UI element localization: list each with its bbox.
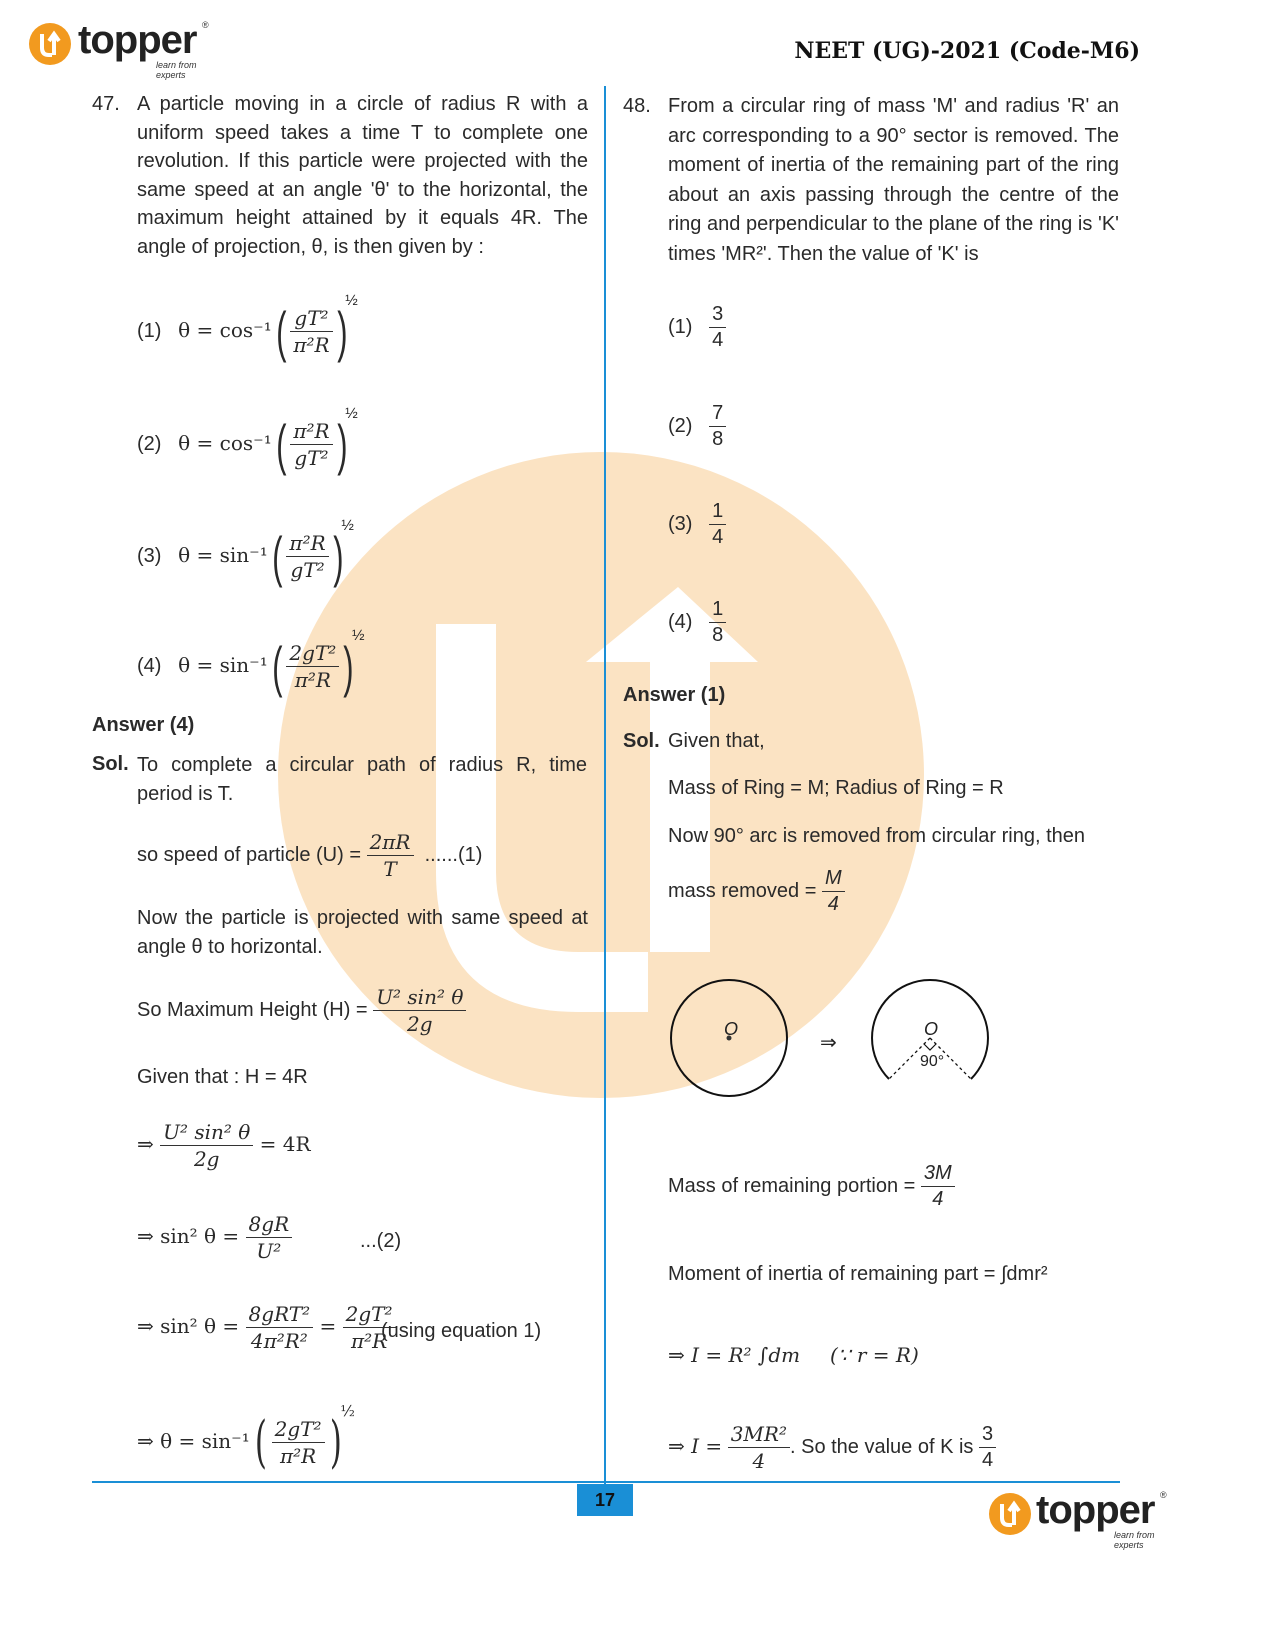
q48-sol-line1: Given that, [668, 730, 765, 752]
footer-brand-name: topper [1036, 1488, 1155, 1532]
speed-prefix: so speed of particle (U) = [137, 843, 361, 866]
option-den: π²R [294, 668, 331, 693]
q48-text: From a circular ring of mass 'M' and radius 'R' an arc corresponding to a 90° sector is removed. The moment of inertia of the remaining part of the ring about an axis passing through the centre of the ring and perpendicular to the plane of the ring is 'K' times 'MR²'. Then the value of 'K' is [668, 95, 1119, 265]
step3-den1: 4π²R² [250, 1329, 308, 1353]
exam-title: NEET (UG)-2021 (Code-M6) [794, 38, 1140, 64]
q47-option-4: (4) θ = sin⁻¹( $\frac{\text{2gT²}}{\text{π²R}}$ )$^{\frac{1}{2}}$ [137, 627, 365, 698]
mass-removed-prefix: mass removed = [668, 879, 817, 902]
q48-remaining-mass [668, 1162, 955, 1211]
q47-speed-eq [137, 830, 482, 881]
option-label: (2) [668, 414, 693, 437]
equals-symbol: = [319, 1314, 337, 1338]
option-num: 7 [709, 402, 726, 427]
footer-registered-mark: ® [1160, 1490, 1167, 1500]
center-label-left: O [724, 1019, 739, 1039]
footer-brand-tagline: learn from experts [1114, 1530, 1155, 1550]
maxh-num: U² sin² θ [373, 985, 466, 1011]
q47-option-2: (2) θ = cos⁻¹( $\frac{\text{π²R}}{\text{gT²}}$ )$^{\frac{1}{2}}$ [137, 405, 358, 476]
q47-maxheight-eq [137, 985, 466, 1036]
ring-diagram [660, 975, 1000, 1105]
q48-moi-step2 [668, 1422, 996, 1473]
option-den: 8 [712, 624, 724, 646]
option-num: 3 [709, 303, 726, 328]
speed-ref: ......(1) [424, 843, 483, 866]
footer-rule [92, 1481, 1120, 1483]
mass-removed-num: M [822, 867, 845, 892]
remaining-num: 3M [921, 1162, 955, 1187]
option-label: (1) [668, 315, 693, 338]
step4-power: ½ [340, 1402, 355, 1420]
q47-sol-line1: To complete a circular path of radius R, time period is T. [137, 754, 587, 805]
column-divider [604, 86, 606, 1486]
moi-step2-num: 3MR² [728, 1422, 790, 1448]
step1-rhs: = 4R [259, 1132, 311, 1156]
option-num: gT² [290, 306, 332, 332]
q47-step3 [137, 1302, 396, 1353]
option-num: 1 [709, 500, 726, 525]
q48-given-line: Mass of Ring = M; Radius of Ring = R [668, 777, 1004, 799]
speed-num: 2πR [367, 830, 414, 856]
option-power: ½ [351, 627, 365, 644]
q47-step2 [137, 1212, 292, 1263]
q48-option-1 [668, 303, 726, 352]
mass-removed-den: 4 [827, 893, 839, 915]
moi-step2-mid: . So the value of K is [789, 1435, 974, 1458]
option-num: π²R [286, 531, 328, 557]
step2-lhs: ⇒ sin² θ = [137, 1224, 240, 1248]
option-num: π²R [290, 419, 332, 445]
q48-number: 48. [623, 95, 651, 117]
angle-label: 90° [920, 1053, 945, 1070]
page-number: 17 [577, 1484, 633, 1516]
q48-option-2 [668, 402, 726, 451]
maxh-den: 2g [407, 1012, 433, 1036]
q47-step3-note: (using equation 1) [381, 1320, 542, 1342]
moi-step2-knum: 3 [979, 1423, 996, 1448]
q47-projected-text: Now the particle is projected with same speed at angle θ to horizontal. [137, 907, 588, 958]
topper-logo-icon [28, 22, 72, 66]
remaining-prefix: Mass of remaining portion = [668, 1174, 916, 1197]
option-den: gT² [294, 446, 329, 471]
diagram-arrow: ⇒ [820, 1032, 837, 1054]
q47-step2-ref: ...(2) [360, 1230, 402, 1252]
option-power: ½ [345, 292, 358, 309]
q48-moi-step1: ⇒ I = R² ∫dm [668, 1343, 801, 1367]
step1-den: 2g [193, 1147, 220, 1171]
q47-option-3: (3) θ = sin⁻¹( $\frac{\text{π²R}}{\text{gT²}}$ )$^{\frac{1}{2}}$ [137, 517, 354, 588]
topper-logo [28, 18, 218, 80]
q47-given: Given that : H = 4R [137, 1066, 308, 1088]
option-den: 4 [712, 329, 724, 351]
option-power: ½ [345, 405, 358, 422]
speed-den: T [383, 857, 397, 881]
q47-step1 [137, 1120, 311, 1171]
registered-mark: ® [202, 20, 209, 30]
option-den: π²R [293, 333, 330, 358]
implies-symbol: ⇒ [137, 1132, 154, 1156]
angle-mark [924, 1044, 936, 1050]
moi-step2-kden: 4 [981, 1449, 994, 1471]
option-label: (3) [668, 512, 693, 535]
option-label: (4) [668, 610, 693, 633]
footer-logo [988, 1488, 1168, 1550]
step4-lhs: ⇒ θ = sin⁻¹ [137, 1429, 250, 1453]
option-func: θ = sin⁻¹ [178, 543, 268, 567]
option-den: 8 [712, 428, 724, 450]
step3-lhs: ⇒ sin² θ = [137, 1314, 240, 1338]
q48-arc-line: Now 90° arc is removed from circular ring, then [668, 825, 1086, 847]
q48-sol-label: Sol. [623, 730, 660, 752]
q48-moi-step1-note: (∵ r = R) [830, 1343, 919, 1367]
q47-option-1: (1) θ = cos⁻¹( $\frac{\text{gT²}}{\text{π²R}}$ )$^{\frac{1}{2}}$ [137, 292, 358, 363]
option-func: θ = cos⁻¹ [178, 431, 272, 455]
maxh-prefix: So Maximum Height (H) = [137, 998, 368, 1021]
option-label: (3) [137, 545, 162, 567]
step3-num2: 2gT² [343, 1302, 396, 1328]
q47-number: 47. [92, 93, 120, 115]
center-label-right: O [924, 1019, 939, 1039]
option-num: 2gT² [286, 641, 339, 667]
option-label: (2) [137, 433, 162, 455]
footer-logo-icon [988, 1492, 1032, 1536]
q47-answer: Answer (4) [92, 714, 195, 736]
step3-den2: π²R [350, 1329, 388, 1353]
brand-tagline: learn from experts [156, 60, 197, 80]
step1-num: U² sin² θ [160, 1120, 253, 1146]
q47-text: A particle moving in a circle of radius R with a uniform speed takes a time T to complete one revolution. If this particle were projected with the same speed at an angle 'θ' to the horizontal, the maximum height attained by it equals 4R. The angle of projection, θ, is then given by : [137, 93, 588, 258]
moi-step2-den: 4 [752, 1449, 766, 1473]
q47-step4: ⇒ θ = sin⁻¹( $\frac{\text{2gT²}}{\text{π²R}}$ )$^{\frac{1}{2}}$ [137, 1402, 355, 1475]
option-power: ½ [341, 517, 354, 534]
brand-name: topper [78, 18, 197, 62]
option-num: 1 [709, 598, 726, 623]
step4-num: 2gT² [272, 1417, 325, 1443]
remaining-den: 4 [932, 1188, 944, 1210]
q48-option-4 [668, 598, 726, 647]
moi-step2-prefix: ⇒ I = [668, 1433, 723, 1458]
q48-answer: Answer (1) [623, 684, 726, 706]
option-func: θ = cos⁻¹ [178, 318, 272, 342]
option-label: (1) [137, 320, 162, 342]
step2-num: 8gR [246, 1212, 293, 1238]
step3-num1: 8gRT² [246, 1302, 314, 1328]
option-label: (4) [137, 655, 162, 677]
step4-den: π²R [279, 1444, 317, 1468]
q48-option-3 [668, 500, 726, 549]
q48-mass-removed [668, 867, 845, 916]
step2-den: U² [256, 1239, 282, 1263]
option-func: θ = sin⁻¹ [178, 653, 268, 677]
option-den: 4 [712, 526, 724, 548]
option-den: gT² [290, 558, 325, 583]
q48-moi-line: Moment of inertia of remaining part = ∫dmr² [668, 1263, 1048, 1285]
q47-sol-label: Sol. [92, 753, 129, 775]
